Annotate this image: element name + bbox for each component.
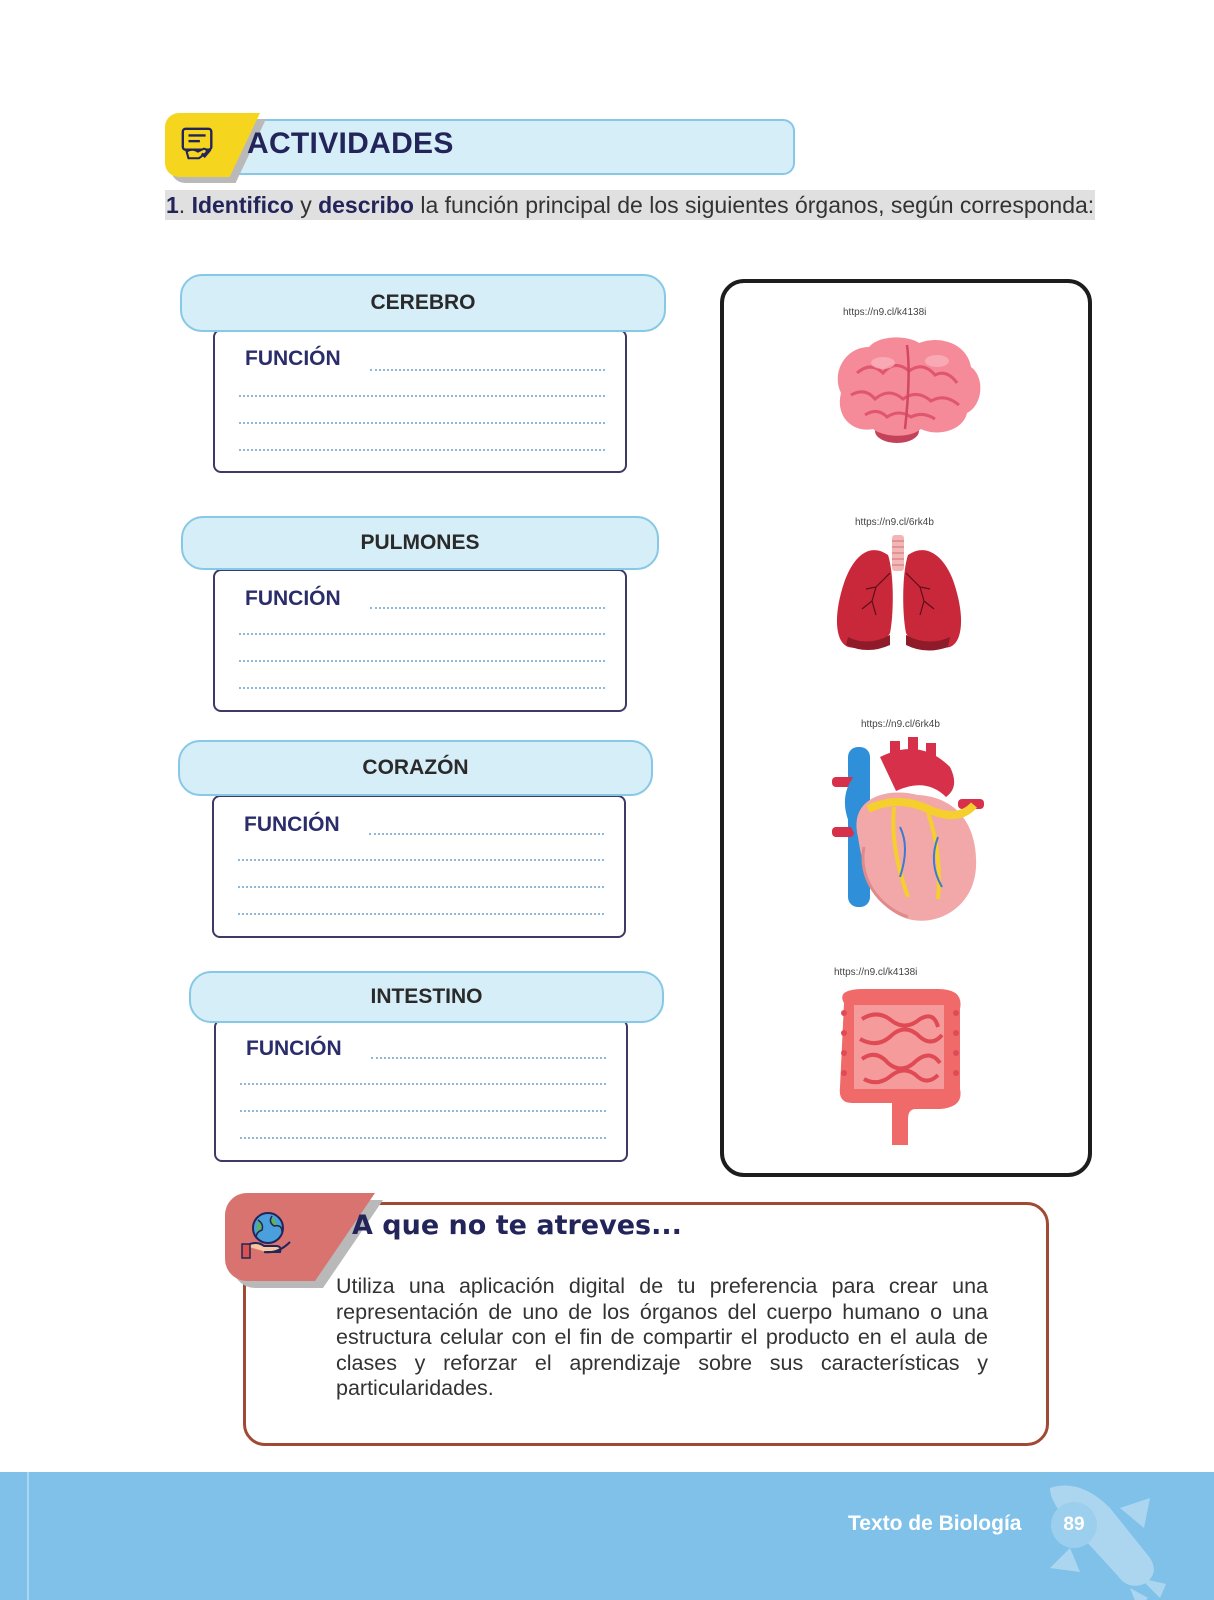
answer-line[interactable] <box>239 422 605 424</box>
image-credit-url: https://n9.cl/6rk4b <box>855 517 934 528</box>
rocket-icon <box>1010 1472 1210 1600</box>
answer-line[interactable] <box>239 660 605 662</box>
footer-divider <box>27 1472 29 1600</box>
answer-line[interactable] <box>239 633 605 635</box>
answer-line[interactable] <box>240 1137 606 1139</box>
answer-line[interactable] <box>238 859 604 861</box>
globe-hand-icon <box>240 1208 294 1262</box>
instruction-conjunction: y <box>293 192 319 218</box>
answer-line[interactable] <box>239 687 605 689</box>
activities-title: ACTIVIDADES <box>247 127 454 160</box>
organ-label-intestino: INTESTINO <box>189 971 664 1023</box>
function-label: FUNCIÓN <box>246 1037 342 1060</box>
function-label: FUNCIÓN <box>244 813 340 836</box>
lungs-icon <box>828 533 968 655</box>
organ-label-cerebro: CEREBRO <box>180 274 666 332</box>
page-number: 89 <box>1051 1502 1097 1548</box>
function-box-intestino[interactable] <box>214 1019 628 1162</box>
answer-line[interactable] <box>238 886 604 888</box>
image-credit-url: https://n9.cl/k4138i <box>834 967 918 978</box>
answer-line[interactable] <box>239 449 605 451</box>
dare-text: Utiliza una aplicación digital de tu preferencia para crear una representación de uno de los órganos del cuerpo humano o una estructura celular con el fin de compartir el producto en el aula de clases y reforzar el aprendizaje sobre sus características y particularidades. <box>336 1274 988 1400</box>
answer-line[interactable] <box>240 1083 606 1085</box>
image-credit-url: https://n9.cl/k4138i <box>843 307 927 318</box>
answer-line[interactable] <box>239 395 605 397</box>
instruction-verb-2: describo <box>318 192 414 218</box>
organ-label-pulmones: PULMONES <box>181 516 659 570</box>
answer-line[interactable] <box>371 1057 606 1059</box>
organ-label-corazon: CORAZÓN <box>178 740 653 796</box>
activities-header <box>165 113 795 177</box>
dare-title: A que no te atreves... <box>352 1210 682 1241</box>
function-label: FUNCIÓN <box>245 587 341 610</box>
footer-book-title: Texto de Biología <box>848 1512 1022 1535</box>
organ-images-panel <box>720 279 1092 1177</box>
answer-line[interactable] <box>370 607 605 609</box>
instruction-number: 1 <box>166 192 179 218</box>
function-box-cerebro[interactable] <box>213 329 627 473</box>
function-box-pulmones[interactable] <box>213 569 627 712</box>
function-box-corazon[interactable] <box>212 795 626 938</box>
answer-line[interactable] <box>369 833 604 835</box>
brain-icon <box>827 333 987 451</box>
instruction-dot: . <box>178 192 192 218</box>
checklist-hand-icon <box>179 125 217 163</box>
answer-line[interactable] <box>370 369 605 371</box>
instruction-verb-1: Identifico <box>191 192 294 218</box>
instruction-line <box>165 190 1095 220</box>
heart-icon <box>828 737 988 927</box>
page-footer <box>0 1472 1214 1600</box>
intestine-icon <box>830 983 970 1145</box>
answer-line[interactable] <box>238 913 604 915</box>
answer-line[interactable] <box>240 1110 606 1112</box>
function-label: FUNCIÓN <box>245 347 341 370</box>
image-credit-url: https://n9.cl/6rk4b <box>861 719 940 730</box>
instruction-rest: la función principal de los siguientes órganos, según corresponda: <box>413 192 1095 218</box>
